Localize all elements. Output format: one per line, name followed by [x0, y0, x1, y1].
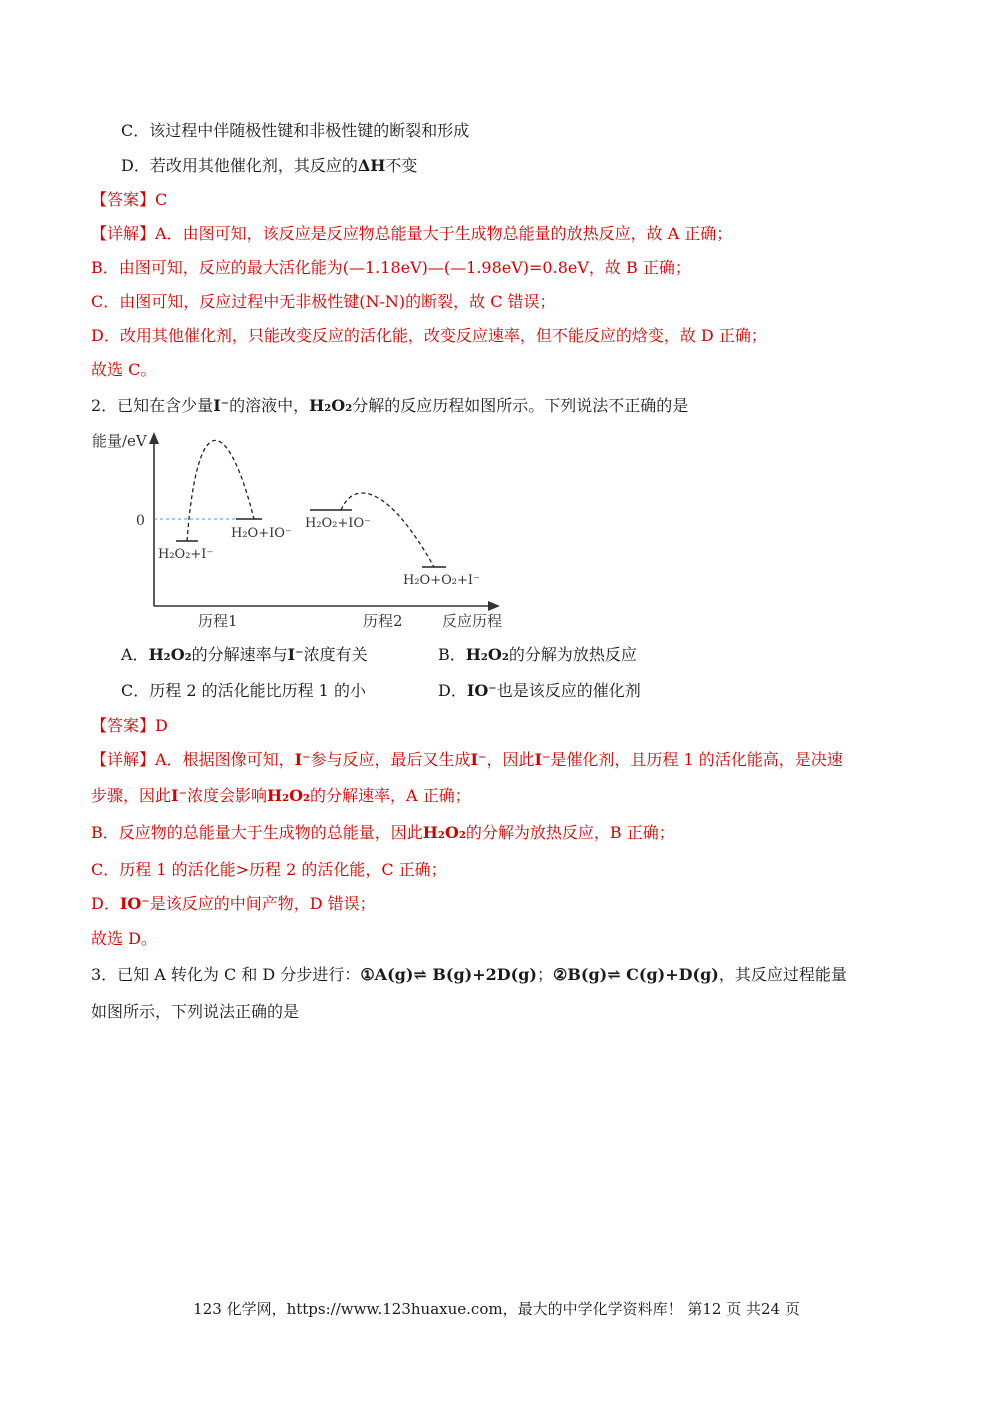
detail-label: 【详解】: [91, 224, 156, 243]
x-axis-arrow: [488, 601, 500, 611]
energy-profile-chart: [90, 428, 510, 638]
delta-h-symbol: ΔH: [357, 156, 386, 175]
species-h2o-io: H₂O+IO⁻: [231, 526, 292, 541]
q2-option-a: [121, 644, 368, 666]
species-h2o2-io: H₂O₂+IO⁻: [305, 516, 371, 531]
detail-b1: B．反应物的总能量大于生成物的总能量，因此: [91, 823, 423, 842]
hypoiodite-ion: IO⁻: [466, 681, 497, 700]
q1-detail-c: C．由图可知，反应过程中无非极性键(N-N)的断裂，故 C 错误；: [91, 292, 556, 311]
h2o2-formula: H₂O₂: [266, 786, 311, 805]
q3-stem-line1: [91, 964, 847, 986]
q1-detail-d: D．改用其他催化剂，只能改变反应的活化能，改变反应速率，但不能反应的焓变，故 D 正确；: [91, 326, 767, 345]
equation-2: ②B(g)⇌ C(g)+D(g): [553, 965, 719, 984]
detail-text: A．由图可知，该反应是反应物总能量大于生成物总能量的放热反应，故 A 正确；: [155, 224, 733, 243]
stage-2-label: 历程2: [363, 612, 403, 630]
y-axis-arrow: [149, 432, 159, 444]
q2-conclusion: 故选 D。: [91, 929, 157, 948]
detail-b2: 的分解为放热反应，B 正确；: [465, 823, 675, 842]
q2-option-d: [438, 680, 641, 702]
h2o2-formula: H₂O₂: [465, 645, 509, 664]
q1-detail-b: B．由图可知，反应的最大活化能为(—1.18eV)—(—1.98eV)=0.8eV，故 B 正确；: [91, 258, 691, 277]
hypoiodite-ion: IO⁻: [119, 894, 150, 913]
q2-answer: [91, 715, 168, 737]
iodide-ion: I⁻: [171, 786, 187, 805]
q2-stem-part3: 分解的反应历程如图所示。下列说法不正确的是: [352, 396, 689, 415]
q2-detail-a-line2: [91, 785, 471, 807]
q1-option-d-text: D．若改用其他催化剂，其反应的: [121, 156, 358, 175]
q1-conclusion: 故选 C。: [91, 360, 157, 379]
species-h2o2-i: H₂O₂+I⁻: [158, 547, 214, 562]
iodide-ion: I⁻: [534, 750, 551, 769]
q2-stem-part2: 的溶液中，: [229, 396, 310, 415]
q2-stem-part1: 2．已知在含少量: [91, 396, 214, 415]
equation-1: ①A(g)⇌ B(g)+2D(g): [360, 965, 537, 984]
option-d-text: 也是该反应的催化剂: [496, 681, 641, 700]
y-axis-label: 能量/eV: [92, 432, 147, 450]
option-a-text: 的分解速率与: [191, 645, 288, 664]
option-d-letter: D．: [438, 681, 467, 700]
q2-option-b: [438, 644, 637, 666]
h2o2-formula: H₂O₂: [309, 396, 353, 415]
answer-value: C: [155, 190, 168, 209]
q2-detail-a-line1: [91, 749, 843, 771]
option-b-letter: B．: [438, 645, 466, 664]
q3-stem-line2: 如图所示，下列说法正确的是: [91, 1002, 300, 1021]
q2-option-c: C．历程 2 的活化能比历程 1 的小: [121, 681, 366, 700]
x-axis-label: 反应历程: [442, 612, 503, 630]
detail-a2: 参与反应，最后又生成: [310, 750, 471, 769]
answer-label: 【答案】: [91, 716, 156, 735]
q1-option-c: C．该过程中伴随极性键和非极性键的断裂和形成: [121, 121, 470, 140]
h2o2-formula: H₂O₂: [148, 645, 192, 664]
detail-a3: ，因此: [486, 750, 535, 769]
equation-separator: ；: [536, 965, 553, 984]
page-footer: 123 化学网，https://www.123huaxue.com，最大的中学化学资料库！ 第12 页 共24 页: [193, 1300, 800, 1318]
q3-stem-part2: ，其反应过程能量: [718, 965, 847, 984]
iodide-ion: I⁻: [213, 396, 230, 415]
detail-a4: 是催化剂，且历程 1 的活化能高，是决速: [550, 750, 843, 769]
detail-a6: 浓度会影响: [186, 786, 267, 805]
detail-label: 【详解】: [91, 750, 156, 769]
detail-a7: 的分解速率，A 正确；: [310, 786, 471, 805]
q1-option-d: [121, 155, 417, 177]
detail-a1: A．根据图像可知，: [155, 750, 295, 769]
q2-detail-d: [91, 893, 376, 915]
q2-detail-c: C．历程 1 的活化能>历程 2 的活化能，C 正确；: [91, 860, 447, 879]
detail-d1: D．: [91, 894, 120, 913]
answer-value: D: [155, 716, 168, 735]
species-h2o-o2-i: H₂O+O₂+I⁻: [403, 573, 480, 588]
iodide-ion: I⁻: [287, 645, 304, 664]
detail-a5: 步骤，因此: [91, 786, 172, 805]
stage-1-label: 历程1: [198, 612, 238, 630]
q2-detail-b: [91, 822, 675, 844]
q1-answer: [91, 189, 167, 211]
option-a-end: 浓度有关: [303, 645, 368, 664]
q3-stem-part1: 3．已知 A 转化为 C 和 D 分步进行：: [91, 965, 361, 984]
iodide-ion: I⁻: [294, 750, 311, 769]
option-b-text: 的分解为放热反应: [508, 645, 637, 664]
iodide-ion: I⁻: [470, 750, 487, 769]
q1-detail-a: [91, 223, 732, 245]
h2o2-formula: H₂O₂: [422, 823, 466, 842]
detail-d2: 是该反应的中间产物，D 错误；: [149, 894, 376, 913]
q1-option-d-end: 不变: [385, 156, 418, 175]
zero-tick-label: 0: [136, 513, 145, 529]
option-a-letter: A．: [121, 645, 149, 664]
q2-stem: [91, 395, 688, 417]
answer-label: 【答案】: [91, 190, 156, 209]
